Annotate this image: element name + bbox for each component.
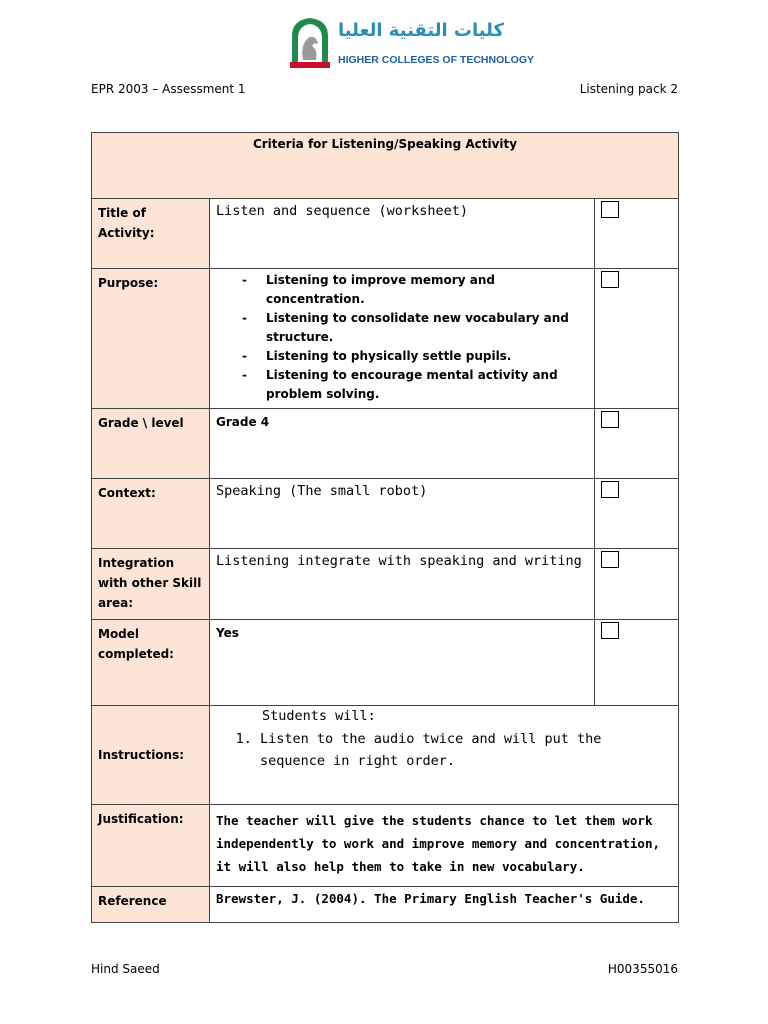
purpose-item: - Listening to physically settle pupils. — [242, 347, 588, 366]
instructions-label: Instructions: — [92, 706, 210, 805]
table-row-integration — [92, 549, 679, 620]
header-course: EPR 2003 – Assessment 1 — [91, 82, 246, 96]
title-label: Title of Activity: — [92, 199, 210, 269]
model-check-cell — [595, 620, 679, 706]
grade-checkbox[interactable] — [601, 411, 619, 428]
table-row-justification — [92, 805, 679, 887]
context-label: Context: — [92, 479, 210, 549]
table-heading: Criteria for Listening/Speaking Activity — [92, 133, 679, 199]
justification-label: Justification: — [92, 805, 210, 887]
table-row-context — [92, 479, 679, 549]
model-label: Model completed: — [92, 620, 210, 706]
hct-emblem-icon — [288, 16, 332, 70]
header-pack: Listening pack 2 — [579, 82, 678, 96]
table-row-title — [92, 199, 679, 269]
footer-author: Hind Saeed — [91, 962, 160, 976]
reference-value: Brewster, J. (2004). The Primary English Teacher's Guide. — [210, 887, 679, 923]
table-heading-row — [92, 133, 679, 199]
hct-logo — [288, 16, 535, 72]
instruction-item: 1. Listen to the audio twice and will put the sequence in right order. — [260, 728, 672, 772]
context-checkbox[interactable] — [601, 481, 619, 498]
context-check-cell — [595, 479, 679, 549]
grade-check-cell — [595, 409, 679, 479]
footer-id: H00355016 — [607, 962, 678, 976]
purpose-item: - Listening to improve memory and concentration. — [242, 271, 588, 309]
reference-label: Reference — [92, 887, 210, 923]
table-row-grade — [92, 409, 679, 479]
model-value: Yes — [210, 620, 595, 706]
purpose-item: - Listening to encourage mental activity and problem solving. — [242, 366, 588, 404]
model-checkbox[interactable] — [601, 622, 619, 639]
table-row-instructions — [92, 706, 679, 805]
criteria-table — [91, 132, 679, 923]
grade-label: Grade \ level — [92, 409, 210, 479]
instructions-intro: Students will: — [262, 708, 376, 724]
purpose-checkbox[interactable] — [601, 271, 619, 288]
title-value: Listen and sequence (worksheet) — [210, 199, 595, 269]
instructions-list — [216, 728, 672, 772]
title-checkbox[interactable] — [601, 201, 619, 218]
integration-check-cell — [595, 549, 679, 620]
table-row-model — [92, 620, 679, 706]
purpose-item: - Listening to consolidate new vocabulary and structure. — [242, 309, 588, 347]
logo-english-text: HIGHER COLLEGES OF TECHNOLOGY — [338, 54, 535, 66]
justification-value: The teacher will give the students chance to let them work independently to work and improve memory and concentration, it will also help them to take in new vocabulary. — [210, 805, 679, 887]
purpose-list — [216, 271, 588, 404]
table-row-purpose — [92, 269, 679, 409]
title-check-cell — [595, 199, 679, 269]
integration-checkbox[interactable] — [601, 551, 619, 568]
purpose-check-cell — [595, 269, 679, 409]
context-value: Speaking (The small robot) — [210, 479, 595, 549]
integration-label: Integration with other Skill area: — [92, 549, 210, 620]
integration-value: Listening integrate with speaking and writing — [210, 549, 595, 620]
purpose-label: Purpose: — [92, 269, 210, 409]
table-row-reference — [92, 887, 679, 923]
logo-arabic-text: كليات التقنية العليا — [338, 20, 504, 41]
grade-value: Grade 4 — [210, 409, 595, 479]
